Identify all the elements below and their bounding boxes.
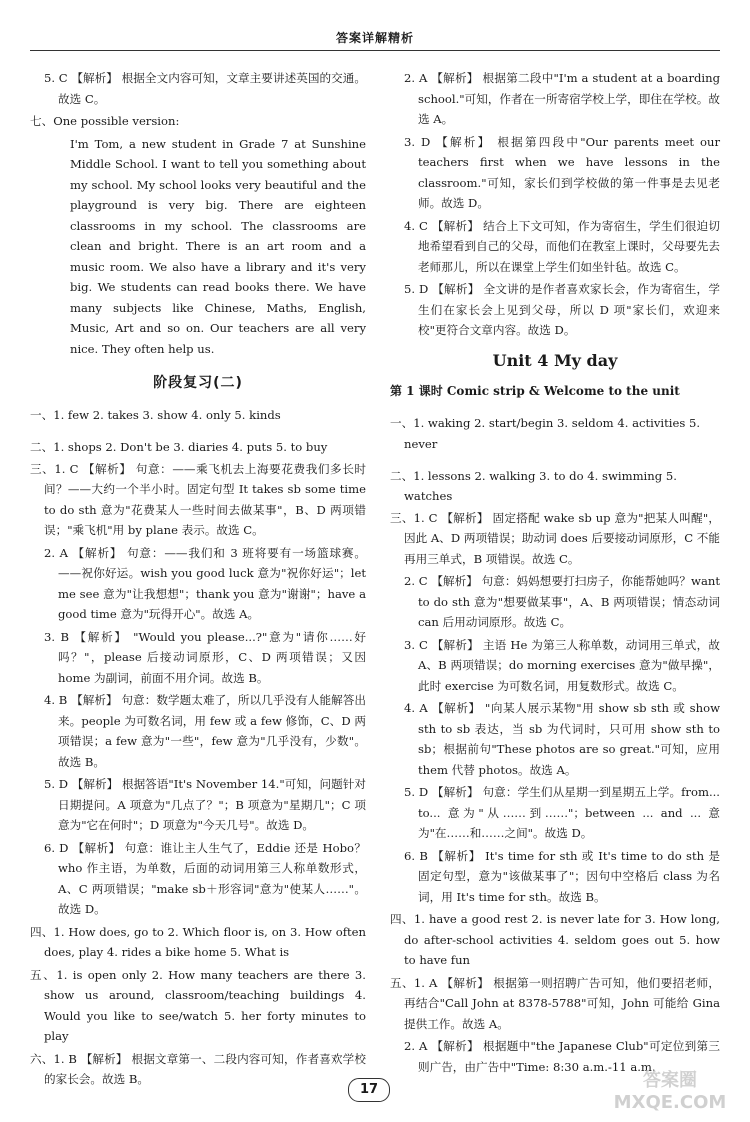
- section-3-q1: 三、1. C 【解析】 句意：——乘飞机去上海要花费我们多长时间？——大约一个半小时。固定句型 It takes sb some time to do sth 意为"花费某人一些时间去做某事"，B、D 两项错误；"乘飞机"用 by plane 表示。故选 C。: [30, 461, 366, 538]
- section-3-q5: 5. D 【解析】 根据答语"It's November 14."可知，问题针对日期提问。A 项意为"几点了？"；B 项意为"星期几"；C 项意为"它在何时"；D 项意为"今天几号"。故选 D。: [44, 777, 366, 833]
- right-column: [390, 68, 720, 1079]
- section-2-answers: 二、1. shops 2. Don't be 3. diaries 4. puts 5. to buy: [30, 440, 328, 455]
- watermark: 答案圈 MXQE.COM: [613, 1070, 727, 1113]
- answer-r-q3: 3. D 【解析】 根据第四段中"Our parents meet our teachers first when we have lessons in the classroom."可知，家长们到学校做的第一件事是去见老师。故选 D。: [404, 134, 720, 210]
- unit-section-2: 二、1. lessons 2. walking 3. to do 4. swimming 5. watches: [390, 468, 677, 504]
- section-4-answers: 四、1. How does, go to 2. Which floor is, on 3. How often does, play 4. rides a bike home 5. What is: [30, 924, 366, 960]
- unit-section-1: 一、1. waking 2. start/begin 3. seldom 4. activities 5. never: [390, 416, 701, 451]
- essay-text: I'm Tom, a new student in Grade 7 at Sunshine Middle School. I want to tell you something about my school. My school looks very beautiful and the playground is very big. There are eighteen classrooms in my school. The classrooms are clean and bright. There is an art room and a music room. We also have a library and it's very big. We students can read books there. We have many subjects like Chinese, Maths, English, Music, Art and so on. Our teachers are all very nice. They often help us.: [70, 136, 366, 356]
- section-3-q3: 3. B 【解析】 "Would you please...?"意为"请你……好吗？"，please 后接动词原形，C、D 两项错误；又因 home 为副词，前面不用介词。故选 B。: [44, 629, 366, 685]
- answer-r-q4: 4. C 【解析】 结合上下文可知，作为寄宿生，学生们很迫切地希望看到自己的父母，而他们在教室上课时，父母要先去老师那儿，所以在课堂上学生们如坐针毡。故选 C。: [404, 218, 720, 274]
- section-1-answers: 一、1. few 2. takes 3. show 4. only 5. kinds: [30, 408, 281, 423]
- section-3-q4: 4. B 【解析】 句意：数学题太难了，所以几乎没有人能解答出来。people 为可数名词，用 few 或 a few 修饰，C、D 两项错误；a few 意为"一些"，few 意为"几乎没有，少数"。故选 B。: [44, 693, 366, 769]
- unit-section-3-q6: 6. B 【解析】 It's time for sth 或 It's time to do sth 是固定句型，意为"该做某事了"；因句中空格后 class 为名词，用 It's time for sth。故选 B。: [404, 848, 720, 904]
- unit-section-4: 四、1. have a good rest 2. is never late for 3. How long, do after-school activities 4. seldom goes out 5. how to have fun: [390, 912, 720, 968]
- lesson-title: 第 1 课时 Comic strip & Welcome to the unit: [390, 384, 680, 398]
- header-rule: [30, 50, 720, 51]
- answer-q5: 5. C 【解析】 根据全文内容可知，文章主要讲述英国的交通。故选 C。: [44, 71, 366, 106]
- section-6-q1: 六、1. B 【解析】 根据文章第一、二段内容可知，作者喜欢学校的家长会。故选 B。: [30, 1051, 366, 1087]
- essay-label: 七、One possible version:: [30, 114, 180, 128]
- answer-r-q2: 2. A 【解析】 根据第二段中"I'm a student at a boarding school."可知，作者在一所寄宿学校上学，即住在学校。故选 A。: [404, 71, 720, 126]
- unit-section-3-q3: 3. C 【解析】 主语 He 为第三人称单数，动词用三单式，故 A、B 两项错误；do morning exercises 意为"做早操"，此时 exercise 为可数名词，用复数形式。故选 C。: [404, 637, 720, 693]
- header-title: 答案详解精析: [335, 31, 414, 45]
- review-title: 阶段复习(二): [153, 375, 243, 391]
- unit-section-5-q2: 2. A 【解析】 根据题中"the Japanese Club"可定位到第三则广告，由广告中"Time: 8:30 a.m.-11 a.m.: [404, 1039, 720, 1074]
- unit-section-3-q5: 5. D 【解析】 句意：学生们从星期一到星期五上学。from... to... 意为"从……到……"；between ... and ... 意为"在……和……之间"。故选 D。: [404, 785, 720, 841]
- left-column: [30, 68, 366, 1092]
- section-3-q6: 6. D 【解析】 句意：谁让主人生气了，Eddie 还是 Hobo？who 作主语，为单数，后面的动词用第三人称单数形式，A、C 两项错误；"make sb＋形容词"意为"使某人……"。故选 D。: [44, 840, 366, 917]
- unit-section-5-q1: 五、1. A 【解析】 根据第一则招聘广告可知，他们要招老师，再结合"Call John at 8378-5788"可知，John 可能给 Gina 提供工作。故选 A。: [390, 975, 720, 1031]
- section-3-q2: 2. A 【解析】 句意：——我们和 3 班将要有一场篮球赛。——祝你好运。wish you good luck 意为"祝你好运"；let me see 意为"让我想想"；thank you 意为"谢谢"；have a good time 意为"玩得开心"。故选 A。: [44, 545, 366, 622]
- answer-r-q5: 5. D 【解析】 全文讲的是作者喜欢家长会，作为寄宿生，学生们在家长会上见到父母，所以 D 项"家长们，欢迎来校"更符合文章内容。故选 D。: [404, 282, 720, 337]
- page-number: 17: [348, 1078, 390, 1102]
- page-header: [30, 0, 720, 48]
- section-5-answers: 五、1. is open only 2. How many teachers are there 3. show us around, classroom/teaching buildings 4. Would you like to see/watch 5. her forty minutes to play: [30, 967, 366, 1044]
- unit-section-3-q4: 4. A 【解析】 "向某人展示某物"用 show sb sth 或 show sth to sb 表达，当 sb 为代词时，只可用 show sth to sb；根据前句"These photos are so great."可知，应用 them 代替 photos。故选 A。: [404, 701, 720, 777]
- unit-section-3-q1: 三、1. C 【解析】 固定搭配 wake sb up 意为"把某人叫醒"，因此 A、D 两项错误；助动词 does 后要接动词原形，C 不能再用三单式，B 项错误。故选 C。: [390, 510, 720, 566]
- unit-section-3-q2: 2. C 【解析】 句意：妈妈想要打扫房子，你能帮她吗？want to do sth 意为"想要做某事"，A、B 两项错误；情态动词 can 后用动词原形。故选 C。: [404, 574, 720, 630]
- unit-title: Unit 4 My day: [492, 350, 618, 370]
